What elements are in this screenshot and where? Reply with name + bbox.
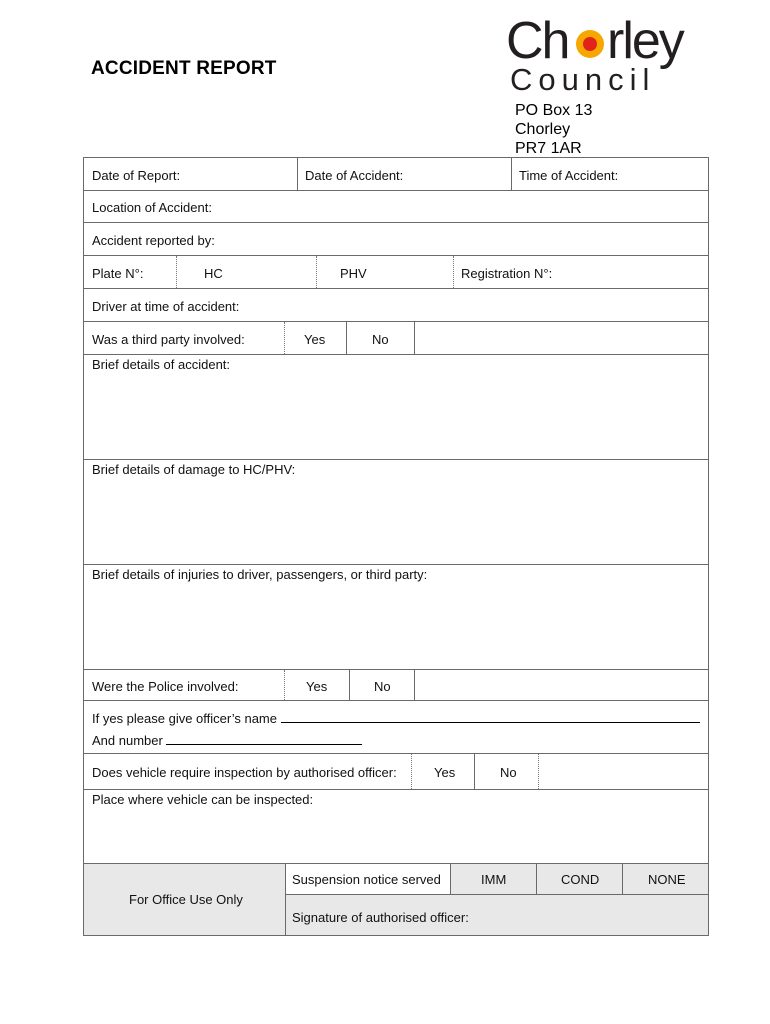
third-party-label: Was a third party involved:	[92, 332, 245, 347]
officer-name-row	[92, 710, 700, 726]
brief-injuries-field[interactable]: Brief details of injuries to driver, passengers, or third party:	[92, 567, 428, 582]
third-party-yes[interactable]: Yes	[304, 332, 326, 347]
date-of-accident-field[interactable]: Date of Accident:	[305, 168, 404, 183]
driver-field[interactable]: Driver at time of accident:	[92, 299, 240, 314]
office-use-section	[83, 864, 709, 936]
row-driver	[83, 289, 709, 322]
suspension-label: Suspension notice served	[292, 872, 441, 887]
officer-name-label: If yes please give officer’s name	[92, 711, 277, 726]
logo-subtitle: Council	[510, 62, 656, 94]
reported-by-field[interactable]: Accident reported by:	[92, 233, 215, 248]
address-line: Chorley	[515, 121, 571, 138]
imm-option[interactable]: IMM	[481, 872, 507, 887]
brief-accident-field[interactable]: Brief details of accident:	[92, 357, 231, 372]
police-yes[interactable]: Yes	[306, 679, 328, 694]
address-line: PO Box 13	[515, 102, 593, 119]
plate-no-field[interactable]: Plate N°:	[92, 266, 144, 281]
officer-number-line[interactable]	[166, 732, 362, 745]
third-party-no[interactable]: No	[372, 332, 389, 347]
cond-option[interactable]: COND	[561, 872, 600, 887]
police-no[interactable]: No	[374, 679, 391, 694]
location-field[interactable]: Location of Accident:	[92, 200, 212, 215]
inspection-label: Does vehicle require inspection by authorised officer:	[92, 765, 397, 780]
place-inspected-field[interactable]: Place where vehicle can be inspected:	[92, 792, 314, 807]
page-title: ACCIDENT REPORT	[91, 58, 277, 79]
row-reported-by	[83, 223, 709, 256]
time-of-accident-field[interactable]: Time of Accident:	[519, 168, 619, 183]
row-police	[83, 670, 709, 701]
chorley-council-logo	[506, 12, 706, 94]
officer-name-line[interactable]	[281, 710, 700, 723]
svg-text:rley: rley	[607, 12, 683, 70]
row-location	[83, 190, 709, 223]
hc-option[interactable]: HC	[204, 266, 223, 281]
row-plate	[83, 256, 709, 289]
address-block	[515, 101, 592, 158]
inspection-no[interactable]: No	[500, 765, 517, 780]
date-of-report-field[interactable]: Date of Report:	[92, 168, 181, 183]
row-officer	[83, 701, 709, 754]
none-option[interactable]: NONE	[648, 872, 686, 887]
and-number-label: And number	[92, 733, 163, 748]
phv-option[interactable]: PHV	[340, 266, 367, 281]
office-use-label: For Office Use Only	[129, 892, 243, 907]
row-brief-accident	[83, 355, 709, 460]
row-inspection	[83, 754, 709, 790]
address-line: PR7 1AR	[515, 140, 582, 157]
row-place-inspected	[83, 790, 709, 864]
police-label: Were the Police involved:	[92, 679, 239, 694]
signature-field[interactable]: Signature of authorised officer:	[292, 910, 469, 925]
svg-text:Ch: Ch	[506, 12, 569, 70]
row-brief-damage	[83, 460, 709, 565]
officer-number-row	[92, 732, 362, 748]
row-brief-injuries	[83, 565, 709, 670]
row-third-party	[83, 322, 709, 355]
inspection-yes[interactable]: Yes	[434, 765, 456, 780]
registration-no-field[interactable]: Registration N°:	[461, 266, 553, 281]
brief-damage-field[interactable]: Brief details of damage to HC/PHV:	[92, 462, 296, 477]
row-dates	[83, 157, 709, 191]
